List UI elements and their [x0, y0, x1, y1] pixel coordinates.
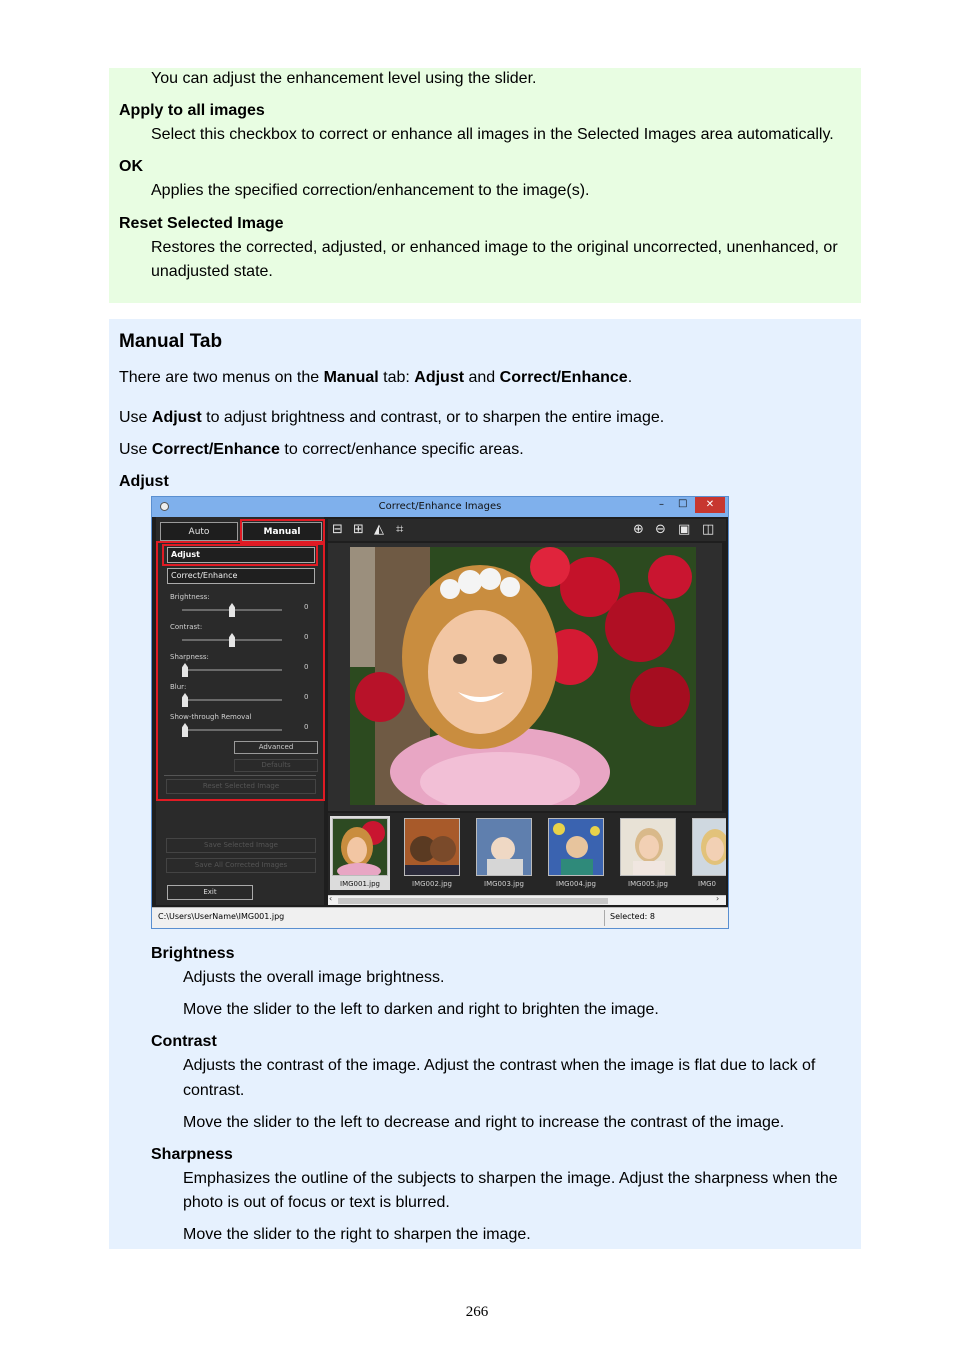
close-icon[interactable]: ✕ — [695, 497, 725, 513]
thumbnail-caption: IMG003.jpg — [484, 880, 524, 888]
adjust-usage-paragraph: Use Adjust to adjust brightness and contrast, or to sharpen the entire image. — [119, 409, 665, 426]
desc-contrast-1a: Adjusts the contrast of the image. Adjust the contrast when the image is flat due to lack of — [183, 1057, 816, 1074]
window-title: Correct/Enhance Images — [378, 501, 502, 512]
window-titlebar — [152, 497, 728, 517]
preview-area — [328, 543, 722, 811]
thumbnail-caption: IMG005.jpg — [628, 880, 668, 888]
term-brightness: Brightness — [151, 945, 235, 962]
brightness-value: 0 — [304, 603, 309, 611]
term-reset-selected-image: Reset Selected Image — [119, 215, 284, 232]
image-toolbar — [328, 519, 726, 541]
sharpness-value: 0 — [304, 663, 309, 671]
page-number: 266 — [465, 1304, 489, 1320]
tab-manual[interactable]: Manual — [242, 522, 322, 541]
slider-note: You can adjust the enhancement level using the slider. — [151, 70, 537, 87]
advanced-button[interactable]: Advanced — [234, 741, 318, 754]
correct-enhance-usage-paragraph: Use Correct/Enhance to correct/enhance specific areas. — [119, 441, 524, 458]
sharpness-slider-track[interactable] — [182, 669, 282, 671]
full-screen-icon[interactable]: ▣ — [678, 522, 691, 537]
save-all-corrected-images-button[interactable]: Save All Corrected Images — [166, 858, 316, 873]
scroll-left-icon[interactable]: ‹ — [329, 894, 333, 903]
thumbnail-caption: IMG004.jpg — [556, 880, 596, 888]
rotate-left-icon[interactable]: ⊟ — [332, 522, 343, 537]
desc-sharpness-1a: Emphasizes the outline of the subjects to sharpen the image. Adjust the sharpness when the — [183, 1170, 838, 1187]
desc-ok: Applies the specified correction/enhancement to the image(s). — [151, 182, 590, 199]
thumbnail-image — [332, 818, 388, 876]
thumbnail-caption: IMG001.jpg — [340, 880, 380, 888]
flip-icon[interactable]: ◭ — [374, 522, 384, 537]
tab-auto[interactable]: Auto — [160, 522, 238, 541]
show-through-value: 0 — [304, 723, 309, 731]
crop-icon[interactable]: ⌗ — [396, 522, 404, 537]
compare-view-icon[interactable]: ◫ — [702, 522, 715, 537]
preview-photo — [350, 547, 696, 805]
desc-contrast-1b: contrast. — [183, 1082, 245, 1099]
term-sharpness: Sharpness — [151, 1146, 233, 1163]
correct-enhance-menu-button[interactable]: Correct/Enhance — [167, 568, 315, 584]
scrollbar-thumb[interactable] — [338, 898, 608, 904]
thumbnail-item[interactable] — [474, 816, 534, 890]
term-apply-to-all-images: Apply to all images — [119, 102, 265, 119]
desc-sharpness-2: Move the slider to the right to sharpen the image. — [183, 1226, 531, 1243]
section-heading: Manual Tab — [119, 331, 223, 352]
thumbnail-image — [620, 818, 676, 876]
selected-images-strip — [328, 813, 726, 895]
thumbnail-caption: IMG0 — [698, 880, 716, 888]
rotate-right-icon[interactable]: ⊞ — [353, 522, 364, 537]
divider — [164, 775, 316, 776]
term-contrast: Contrast — [151, 1033, 217, 1050]
status-separator — [604, 910, 605, 926]
thumbnail-image — [476, 818, 532, 876]
zoom-out-icon[interactable]: ⊖ — [655, 522, 666, 537]
show-through-removal-label: Show-through Removal — [170, 713, 252, 721]
adjust-menu-button[interactable]: Adjust — [167, 547, 315, 563]
save-selected-image-button[interactable]: Save Selected Image — [166, 838, 316, 853]
scroll-right-icon[interactable]: › — [716, 894, 720, 903]
maximize-icon[interactable]: □ — [678, 498, 688, 509]
thumbnail-item[interactable] — [690, 816, 726, 890]
contrast-label: Contrast: — [170, 623, 203, 631]
blur-label: Blur: — [170, 683, 187, 691]
contrast-value: 0 — [304, 633, 309, 641]
desc-sharpness-1b: photo is out of focus or text is blurred. — [183, 1194, 450, 1211]
show-through-slider-track[interactable] — [182, 729, 282, 731]
intro-paragraph: There are two menus on the Manual tab: Adjust and Correct/Enhance. — [119, 369, 633, 386]
blur-slider-track[interactable] — [182, 699, 282, 701]
term-ok: OK — [119, 158, 143, 175]
thumbnail-item[interactable] — [618, 816, 678, 890]
status-selected-count: Selected: 8 — [610, 912, 656, 921]
blur-value: 0 — [304, 693, 309, 701]
defaults-button[interactable]: Defaults — [234, 759, 318, 772]
filmstrip-scrollbar[interactable] — [328, 895, 726, 905]
thumbnail-item[interactable] — [546, 816, 606, 890]
thumbnail-image — [692, 818, 726, 876]
adjust-subheading: Adjust — [119, 473, 169, 490]
settings-pane — [156, 517, 324, 905]
status-file-path: C:\Users\UserName\IMG001.jpg — [158, 912, 285, 921]
continued-section-panel — [109, 68, 861, 303]
minimize-icon[interactable]: – — [659, 499, 664, 510]
status-bar — [152, 907, 728, 928]
thumbnail-caption: IMG002.jpg — [412, 880, 452, 888]
desc-reset-line-1: Restores the corrected, adjusted, or enhanced image to the original uncorrected, unenhanced, or — [151, 239, 838, 256]
brightness-label: Brightness: — [170, 593, 210, 601]
zoom-in-icon[interactable]: ⊕ — [633, 522, 644, 537]
exit-button[interactable]: Exit — [167, 885, 253, 900]
sharpness-label: Sharpness: — [170, 653, 209, 661]
desc-contrast-2: Move the slider to the left to decrease and right to increase the contrast of the image. — [183, 1114, 785, 1131]
thumbnail-image — [548, 818, 604, 876]
desc-reset-line-2: unadjusted state. — [151, 263, 273, 280]
desc-brightness-1: Adjusts the overall image brightness. — [183, 969, 445, 986]
thumbnail-image — [404, 818, 460, 876]
thumbnail-item[interactable] — [330, 816, 390, 890]
thumbnail-item[interactable] — [402, 816, 462, 890]
desc-apply-to-all-images: Select this checkbox to correct or enhance all images in the Selected Images area automatically. — [151, 126, 834, 143]
reset-selected-image-button[interactable]: Reset Selected Image — [166, 779, 316, 794]
desc-brightness-2: Move the slider to the left to darken and right to brighten the image. — [183, 1001, 659, 1018]
correct-enhance-window-screenshot — [151, 496, 729, 929]
